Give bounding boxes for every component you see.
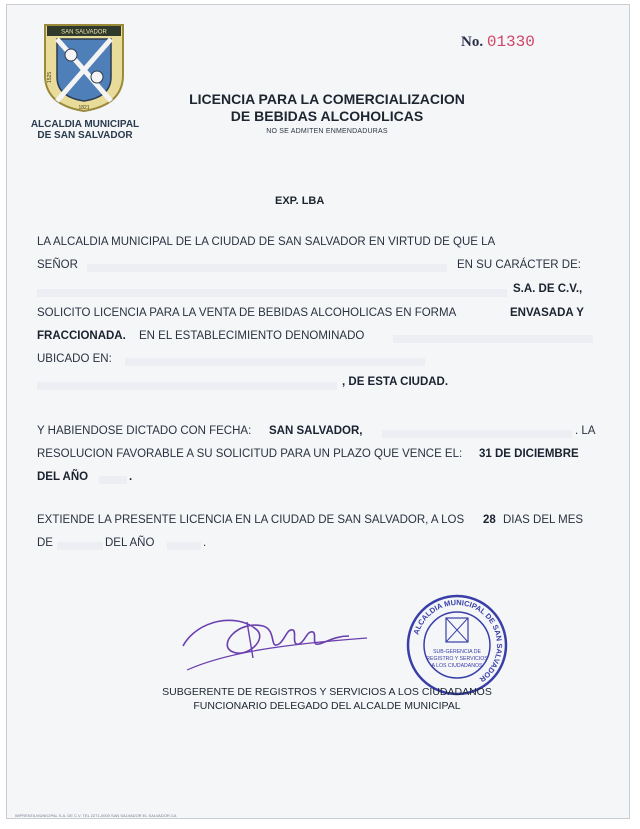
coat-of-arms-emblem (41, 21, 127, 115)
para2-line2-a: RESOLUCION FAVORABLE A SU SOLICITUD PARA UN PLAZO QUE VENCE EL: (37, 448, 463, 460)
para1-line2-a: SEÑOR (37, 259, 78, 271)
para1-line5-b: EN EL ESTABLECIMIENTO DENOMINADO (139, 330, 365, 342)
official-seal-stamp (405, 593, 509, 697)
redacted-date (382, 430, 572, 438)
redacted-company (37, 289, 507, 297)
para3-line1-a: EXTIENDE LA PRESENTE LICENCIA EN LA CIUDAD DE SAN SALVADOR, A LOS (37, 514, 465, 526)
para1-line3: S.A. DE C.V., (513, 283, 583, 295)
para3-line2-c: . (203, 537, 207, 549)
signer-line-1: SUBGERENTE DE REGISTROS Y SERVICIOS A LOS CIUDADANOS (162, 686, 492, 698)
para2-line1-b: SAN SALVADOR, (269, 425, 363, 437)
printer-footer: IMPRENTA MUNICIPAL S.A. DE C.V. TEL 2271-0000 SAN SALVADOR EL SALVADOR CA (15, 813, 177, 818)
municipality-name (15, 119, 155, 141)
para3-line1-b: 28 (483, 514, 496, 526)
para2-line3-a: DEL AÑO (37, 471, 89, 483)
redacted-name (87, 264, 447, 272)
handwritten-signature (177, 600, 377, 680)
municipality-line-2: DE SAN SALVADOR (37, 130, 133, 141)
para1-line7: , DE ESTA CIUDAD. (342, 376, 449, 388)
title-line-2: DE BEBIDAS ALCOHOLICAS (230, 108, 424, 124)
para1-line5-a: FRACCIONADA. (37, 330, 126, 342)
para1-line2-b: EN SU CARÁCTER DE: (457, 259, 581, 271)
redacted-month (57, 542, 103, 550)
redacted-establishment (393, 335, 593, 343)
title-line-1: LICENCIA PARA LA COMERCIALIZACION (189, 91, 465, 107)
expediente-label: EXP. LBA (275, 195, 325, 207)
document-title (157, 91, 497, 125)
seal-ring-text: ALCALDIA MUNICIPAL DE SAN SALVADOR (411, 597, 505, 685)
redacted-year-2 (167, 542, 201, 550)
license-number (461, 33, 535, 51)
para2-line2-b: 31 DE DICIEMBRE (479, 448, 579, 460)
seal-inner-line-1: SUB-GERENCIA DE (433, 649, 481, 655)
para2-line1-a: Y HABIENDOSE DICTADO CON FECHA: (37, 425, 252, 437)
seal-inner-line-3: A LOS CIUDADANOS (431, 663, 483, 669)
para2-line1-c: . LA (575, 425, 596, 437)
para1-line1: LA ALCALDIA MUNICIPAL DE LA CIUDAD DE SAN SALVADOR EN VIRTUD DE QUE LA (37, 236, 496, 248)
para3-line2-a: DE (37, 537, 53, 549)
emblem-year: 1525 (47, 71, 53, 83)
para3-line2-b: DEL AÑO (105, 537, 155, 549)
number-value: 01330 (486, 33, 535, 51)
seal-inner-line-2: REGISTRO Y SERVICIOS (426, 656, 488, 662)
para1-line4-b: ENVASADA Y (510, 307, 584, 319)
redacted-address-1 (125, 358, 425, 366)
emblem-year-2: 1821 (78, 105, 90, 111)
redacted-address-2 (37, 382, 337, 390)
signer-block (127, 685, 527, 713)
para1-line4-a: SOLICITO LICENCIA PARA LA VENTA DE BEBIDAS ALCOHOLICAS EN FORMA (37, 307, 457, 319)
license-document (6, 4, 630, 819)
para1-line6: UBICADO EN: (37, 353, 112, 365)
emblem-top-text: SAN SALVADOR (61, 29, 107, 36)
para3-line1-c: DIAS DEL MES (503, 514, 584, 526)
signer-line-2: FUNCIONARIO DELEGADO DEL ALCALDE MUNICIPAL (193, 700, 461, 712)
municipality-line-1: ALCALDIA MUNICIPAL (30, 119, 140, 130)
document-subtitle: NO SE ADMITEN ENMENDADURAS (266, 128, 388, 135)
para2-line3-b: . (129, 471, 133, 483)
redacted-year-1 (99, 476, 127, 484)
number-label: No. (461, 34, 484, 50)
